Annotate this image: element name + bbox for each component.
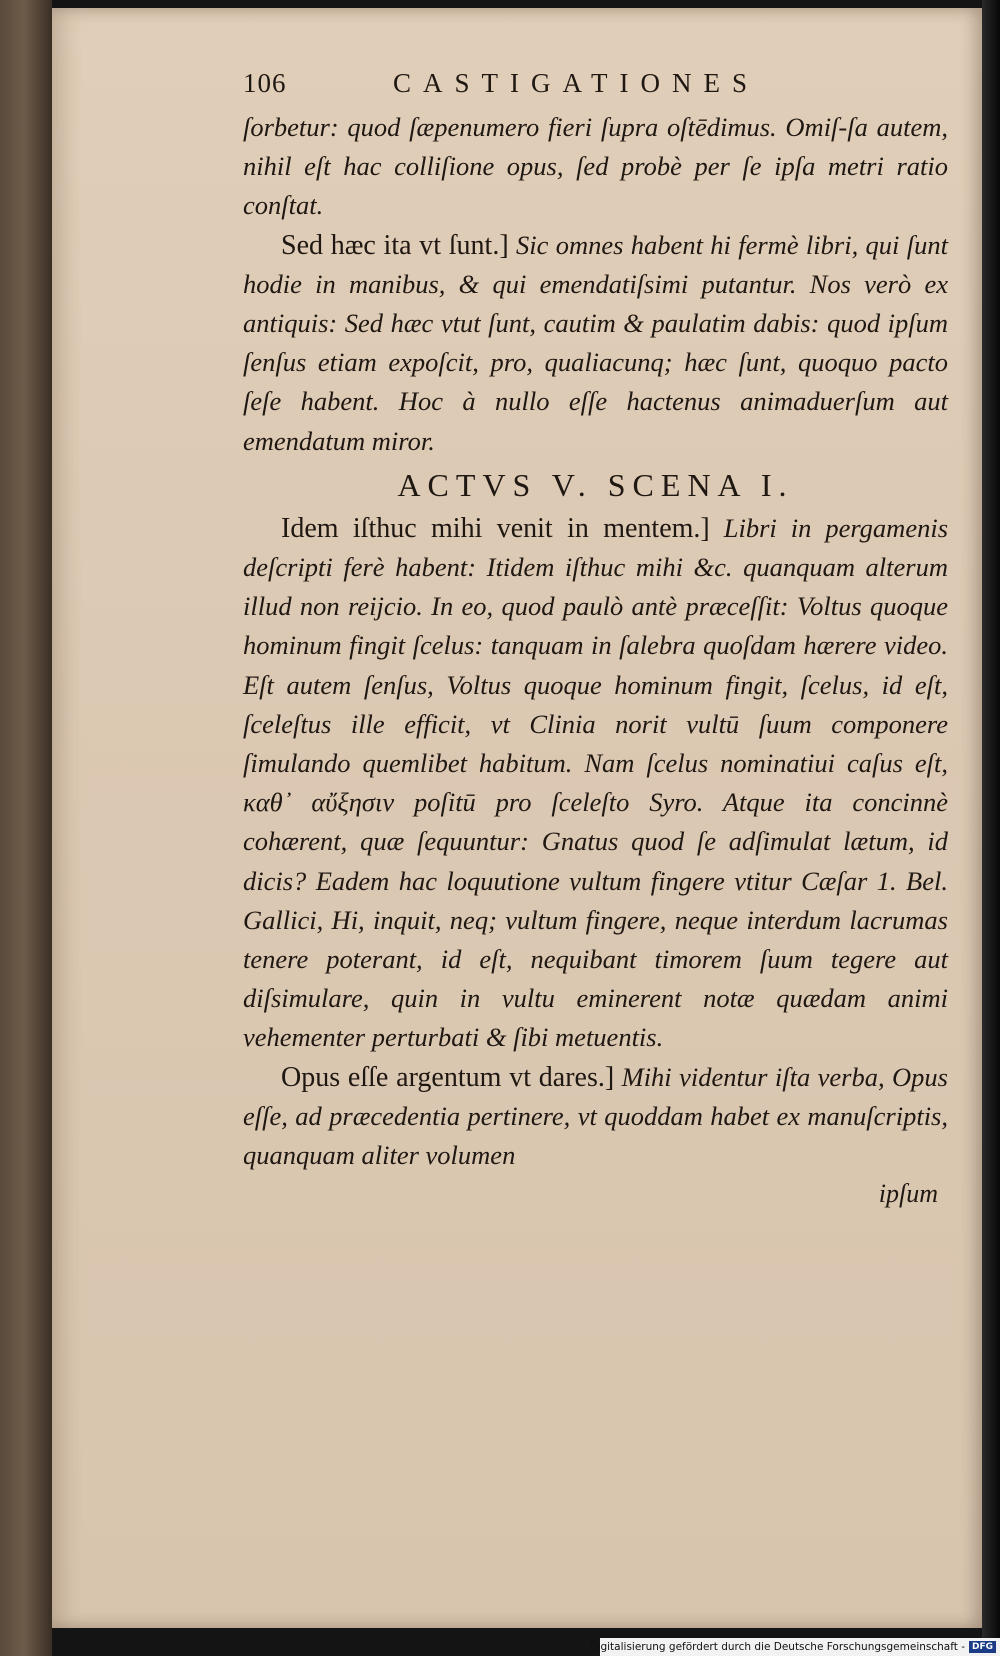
- lemma: Idem iſthuc mihi venit in mentem.]: [281, 512, 710, 544]
- paragraph-text: Sic omnes habent hi fermè libri, qui ſunt hodie in manibus, & qui emendatiſsimi putantur. Nos verò ex antiquis: Sed hæc vtut ſunt, cautim & paulatim dabis: quod ipſum ſenſus etiam expoſcit, pro, qualiacunq; hæc ſunt, quoquo pacto ſeſe habent. Hoc à nullo eſſe hactenus animaduerſum aut emendatum miror.: [243, 229, 948, 456]
- footer-credit: Digitalisierung gefördert durch die Deutsche Forschungsgemeinschaft -: [589, 1641, 965, 1653]
- text-block: [243, 68, 948, 1213]
- paragraph-text: Libri in pergamenis deſcripti ferè habent: Itidem iſthuc mihi &c. quanquam alterum illud non reijcio. In eo, quod paulò antè præceſſit: Voltus quoque hominum fingit ſcelus: tanquam in ſalebra quoſdam hærere video. Eſt autem ſenſus, Voltus quoque hominum fingit, ſcelus, id eſt, ſceleſtus ille efficit, vt Clinia norit vultū ſuum componere ſimulando quemlibet habitum. Nam ſcelus nominatiui caſus eſt, καθ᾽ αὔξησιν poſitū pro ſceleſto Syro. Atque ita concinnè cohærent, quæ ſequuntur: Gnatus quod ſe adſimulat lætum, id dicis? Eadem hac loquutione vultum fingere vtitur Cæſar 1. Bel. Gallici, Hi, inquit, neq; vultum fingere, neque interdum lacrumas tenere poterant, id eſt, nequibant timorem ſuum tegere aut diſsimulare, quin in vultu eminerent notæ quædam animi vehementer perturbati & ſibi metuentis.: [243, 512, 949, 1053]
- digitization-footer: [589, 1638, 1000, 1656]
- catchword: ipſum: [878, 1179, 938, 1209]
- paragraph-text: ſorbetur: quod ſæpenumero fieri ſupra oſtēdimus. Omiſ-ſa autem, nihil eſt hac colliſione opus, ſed probè per ſe ipſa metri ratio conſtat.: [243, 112, 948, 221]
- paragraph-note: [243, 509, 948, 1058]
- page-edge-shadow: [982, 0, 1000, 1656]
- act-heading: ACTVS V. SCENA I.: [397, 466, 794, 503]
- running-title: CASTIGATIONES: [393, 68, 760, 98]
- facing-page-edge: [0, 0, 52, 1656]
- paragraph-note: [243, 1058, 948, 1176]
- paragraph-note: [243, 226, 948, 461]
- paragraph-text: Mihi videntur iſta verba, Opus eſſe, ad præcedentia pertinere, vt quoddam habet ex manuſcriptis, quanquam aliter volumen: [243, 1061, 948, 1171]
- dfg-logo: DFG: [969, 1641, 996, 1653]
- paragraph-continuation: [243, 108, 948, 226]
- running-head: [243, 68, 948, 108]
- lemma: Sed hæc ita vt ſunt.]: [281, 229, 509, 261]
- lemma: Opus eſſe argentum vt dares.]: [281, 1061, 615, 1093]
- page-number: 106: [243, 68, 287, 98]
